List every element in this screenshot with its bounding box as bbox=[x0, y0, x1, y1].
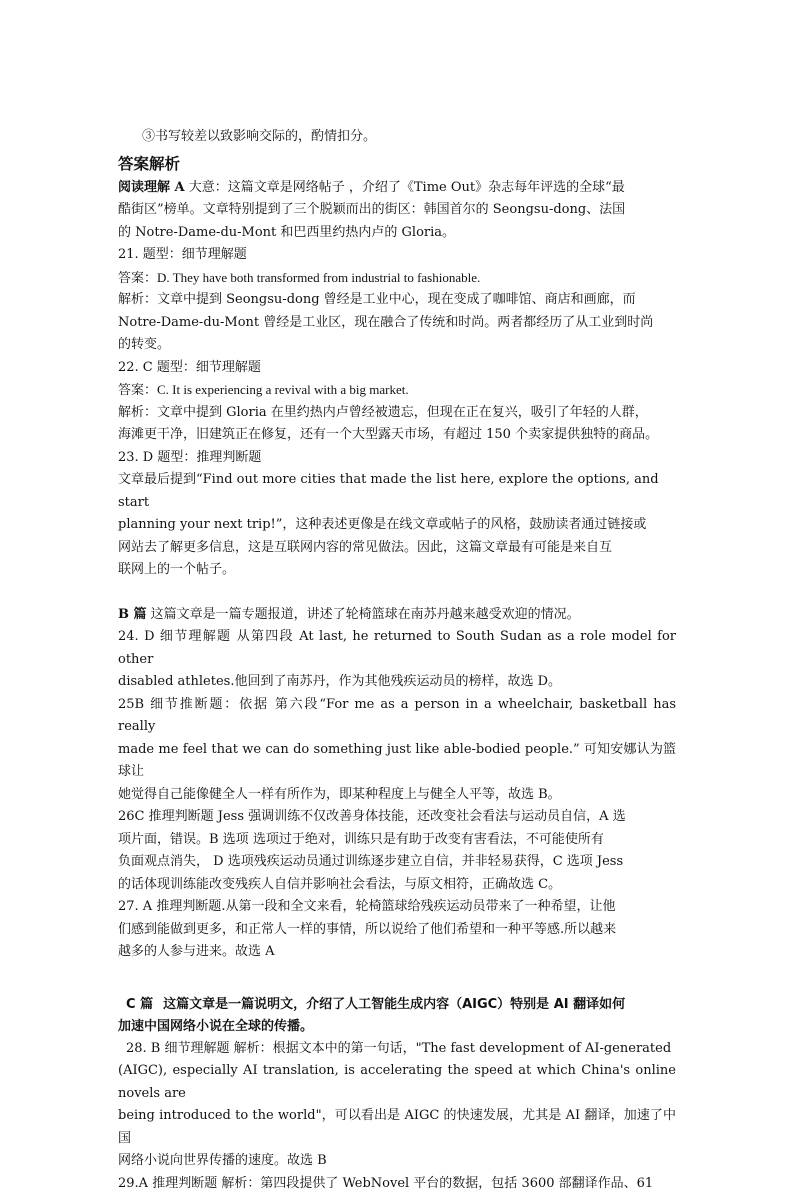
reading-a-summary-1: 大意：这篇文章是网络帖子 ，介绍了《Time Out》杂志每年评选的全球“最 bbox=[185, 180, 625, 195]
q23-type: 23. D 题型：推理判断题 bbox=[118, 447, 676, 470]
q21-explanation-3: 的转变。 bbox=[118, 334, 676, 357]
q23-explanation-4: 联网上的一个帖子。 bbox=[118, 559, 676, 582]
q22-type: 22. C 题型：细节理解题 bbox=[118, 357, 676, 380]
q23-explanation-3: 网站去了解更多信息，这是互联网内容的常见做法。因此，这篇文章最有可能是来自互 bbox=[118, 537, 676, 560]
q28-line-4: 网络小说向世界传播的速度。故选 B bbox=[118, 1150, 676, 1173]
reading-a-label: 阅读理解 A bbox=[118, 180, 185, 195]
q22-answer: 答案：C. It is experiencing a revival with a big market. bbox=[118, 379, 676, 402]
section-c-summary-1: 这篇文章是一篇说明文，介绍了人工智能生成内容（AIGC）特别是 AI 翻译如何 bbox=[163, 997, 625, 1012]
q26-line-4: 的话体现训练能改变残疾人自信并影响社会看法，与原文相符，正确故选 C。 bbox=[118, 874, 676, 897]
q22-explanation-2: 海滩更干净，旧建筑正在修复，还有一个大型露天市场，有超过 150 个卖家提供独特的商品。 bbox=[118, 424, 676, 447]
q26-line-3: 负面观点消失， D 选项残疾运动员通过训练逐步建立自信，并非轻易获得，C 选项 Jess bbox=[118, 851, 676, 874]
q27-line-1: 27. A 推理判断题.从第一段和全文来看，轮椅篮球给残疾运动员带来了一种希望，让他 bbox=[118, 896, 676, 919]
q28-line-3: being introduced to the world"，可以看出是 AIGC 的快速发展，尤其是 AI 翻译，加速了中国 bbox=[118, 1105, 676, 1150]
reading-a-summary-2: 酷街区”榜单。文章特别提到了三个脱颖而出的街区：韩国首尔的 Seongsu-dong、法国 bbox=[118, 199, 676, 222]
q21-type: 21. 题型：细节理解题 bbox=[118, 244, 676, 267]
q24-line-1: 24. D 细节理解题 从第四段 At last, he returned to South Sudan as a role model for other bbox=[118, 626, 676, 671]
section-c-summary bbox=[118, 994, 676, 1016]
section-b-label: B 篇 bbox=[118, 607, 147, 622]
section-b-summary bbox=[118, 604, 676, 627]
reading-a-summary-3: 的 Notre-Dame-du-Mont 和巴西里约热内卢的 Gloria。 bbox=[118, 222, 676, 245]
spacer bbox=[118, 964, 676, 994]
q25-line-2: made me feel that we can do something just like able-bodied people.” 可知安娜认为篮球让 bbox=[118, 739, 676, 784]
q26-line-1: 26C 推理判断题 Jess 强调训练不仅改善身体技能，还改变社会看法与运动员自信，A 选 bbox=[118, 806, 676, 829]
q21-explanation-1: 解析：文章中提到 Seongsu-dong 曾经是工业中心，现在变成了咖啡馆、商店和画廊，而 bbox=[118, 289, 676, 312]
q26-line-2: 项片面，错误。B 选项 选项过于绝对，训练只是有助于改变有害看法，不可能使所有 bbox=[118, 829, 676, 852]
spacer bbox=[118, 582, 676, 604]
q25-line-3: 她觉得自己能像健全人一样有所作为，即某种程度上与健全人平等，故选 B。 bbox=[118, 784, 676, 807]
q24-line-2: disabled athletes.他回到了南苏丹，作为其他残疾运动员的榜样，故选 D。 bbox=[118, 671, 676, 694]
answer-heading: 答案解析 bbox=[118, 151, 676, 177]
scoring-note: ③书写较差以致影响交际的，酌情扣分。 bbox=[118, 126, 676, 149]
q22-explanation-1: 解析：文章中提到 Gloria 在里约热内卢曾经被遗忘，但现在正在复兴，吸引了年轻的人群， bbox=[118, 402, 676, 425]
q23-explanation-2: planning your next trip!”，这种表述更像是在线文章或帖子的风格，鼓励读者通过链接或 bbox=[118, 514, 676, 537]
q29-line-1: 29.A 推理判断题 解析：第四段提供了 WebNovel 平台的数据，包括 3600 部翻译作品、61 bbox=[118, 1173, 676, 1195]
q23-explanation-1: 文章最后提到“Find out more cities that made the list here, explore the options, and start bbox=[118, 469, 676, 514]
section-c-summary-2: 加速中国网络小说在全球的传播。 bbox=[118, 1016, 676, 1038]
q27-line-3: 越多的人参与进来。故选 A bbox=[118, 941, 676, 964]
q25-line-1: 25B 细节推断题：依据 第六段“For me as a person in a wheelchair, basketball has really bbox=[118, 694, 676, 739]
q21-explanation-2: Notre-Dame-du-Mont 曾经是工业区，现在融合了传统和时尚。两者都经历了从工业到时尚 bbox=[118, 312, 676, 335]
reading-a-summary bbox=[118, 177, 676, 200]
section-b-summary-text: 这篇文章是一篇专题报道，讲述了轮椅篮球在南苏丹越来越受欢迎的情况。 bbox=[147, 607, 580, 622]
section-c-label: C 篇 bbox=[126, 997, 153, 1012]
answer-key-content bbox=[118, 126, 676, 1195]
q28-line-1: 28. B 细节理解题 解析：根据文本中的第一句话，"The fast development of AI-generated bbox=[118, 1038, 676, 1061]
q21-answer: 答案：D. They have both transformed from industrial to fashionable. bbox=[118, 267, 676, 290]
q27-line-2: 们感到能做到更多，和正常人一样的事情，所以说给了他们希望和一种平等感.所以越来 bbox=[118, 919, 676, 942]
q28-line-2: (AIGC), especially AI translation, is accelerating the speed at which China's online novels are bbox=[118, 1060, 676, 1105]
